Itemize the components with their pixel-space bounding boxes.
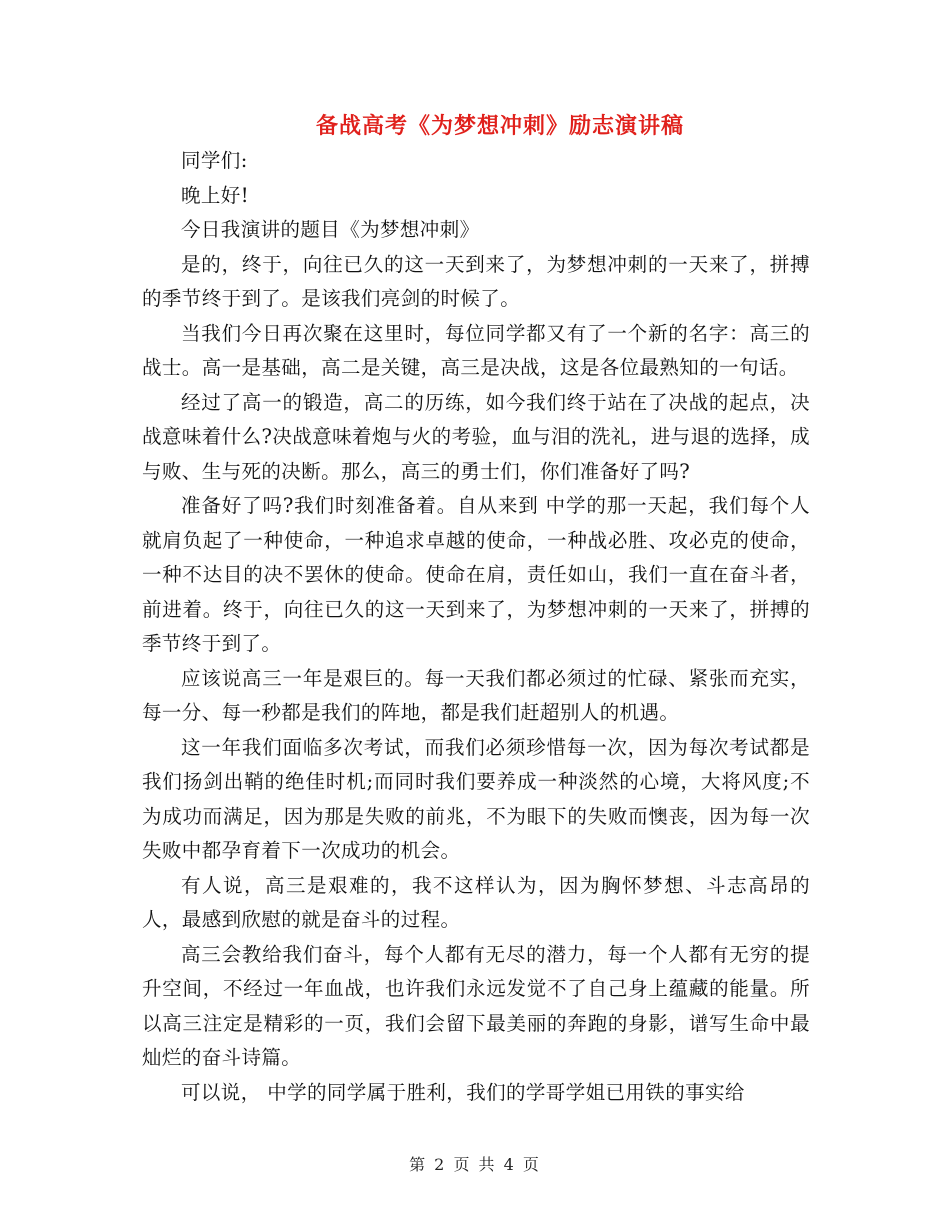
paragraph: 应该说高三一年是艰巨的。每一天我们都必须过的忙碌、紧张而充实，每一分、每一秒都是我们的阵地，都是我们赶超别人的机遇。 xyxy=(142,666,810,724)
document-body xyxy=(142,144,810,1110)
paragraph-salutation: 晚上好! xyxy=(181,183,249,207)
paragraph: 准备好了吗?我们时刻准备着。自从来到 中学的那一天起，我们每个人就肩负起了一种使命，一种追求卓越的使命，一种战必胜、攻必克的使命，一种不达目的决不罢休的使命。使命在肩，责任如山，我们一直在奋斗者，前进着。终于，向往已久的这一天到来了，为梦想冲刺的一天来了，拼搏的季节终于到了。 xyxy=(142,494,810,655)
paragraph-greeting: 同学们: xyxy=(181,149,248,172)
paragraph: 有人说，高三是艰难的，我不这样认为，因为胸怀梦想、斗志高昂的人，最感到欣慰的就是奋斗的过程。 xyxy=(142,873,810,931)
paragraph: 可以说， 中学的同学属于胜利，我们的学哥学姐已用铁的事实给 xyxy=(181,1080,745,1104)
paragraph: 高三会教给我们奋斗，每个人都有无尽的潜力，每一个人都有无穷的提升空间，不经过一年血战，也许我们永远发觉不了自己身上蕴藏的能量。所以高三注定是精彩的一页，我们会留下最美丽的奔跑的身影，谱写生命中最灿烂的奋斗诗篇。 xyxy=(142,942,810,1069)
paragraph: 是的，终于，向往已久的这一天到来了，为梦想冲刺的一天来了，拼搏的季节终于到了。是该我们亮剑的时候了。 xyxy=(142,252,810,310)
document-title: 备战高考《为梦想冲刺》励志演讲稿 xyxy=(315,113,684,139)
paragraph-topic: 今日我演讲的题目《为梦想冲刺》 xyxy=(181,218,480,241)
paragraph: 当我们今日再次聚在这里时，每位同学都又有了一个新的名字：高三的战士。高一是基础，高二是关键，高三是决战，这是各位最熟知的一句话。 xyxy=(142,321,810,379)
page-number-footer: 第 2 页 共 4 页 xyxy=(409,1155,541,1174)
paragraph: 经过了高一的锻造，高二的历练，如今我们终于站在了决战的起点，决战意味着什么?决战意味着炮与火的考验，血与泪的洗礼，进与退的选择，成与败、生与死的决断。那么，高三的勇士们，你们准备好了吗? xyxy=(142,390,810,483)
paragraph: 这一年我们面临多次考试，而我们必须珍惜每一次，因为每次考试都是我们扬剑出鞘的绝佳时机;而同时我们要养成一种淡然的心境，大将风度;不为成功而满足，因为那是失败的前兆，不为眼下的失败而懊丧，因为每一次失败中都孕育着下一次成功的机会。 xyxy=(142,735,810,862)
